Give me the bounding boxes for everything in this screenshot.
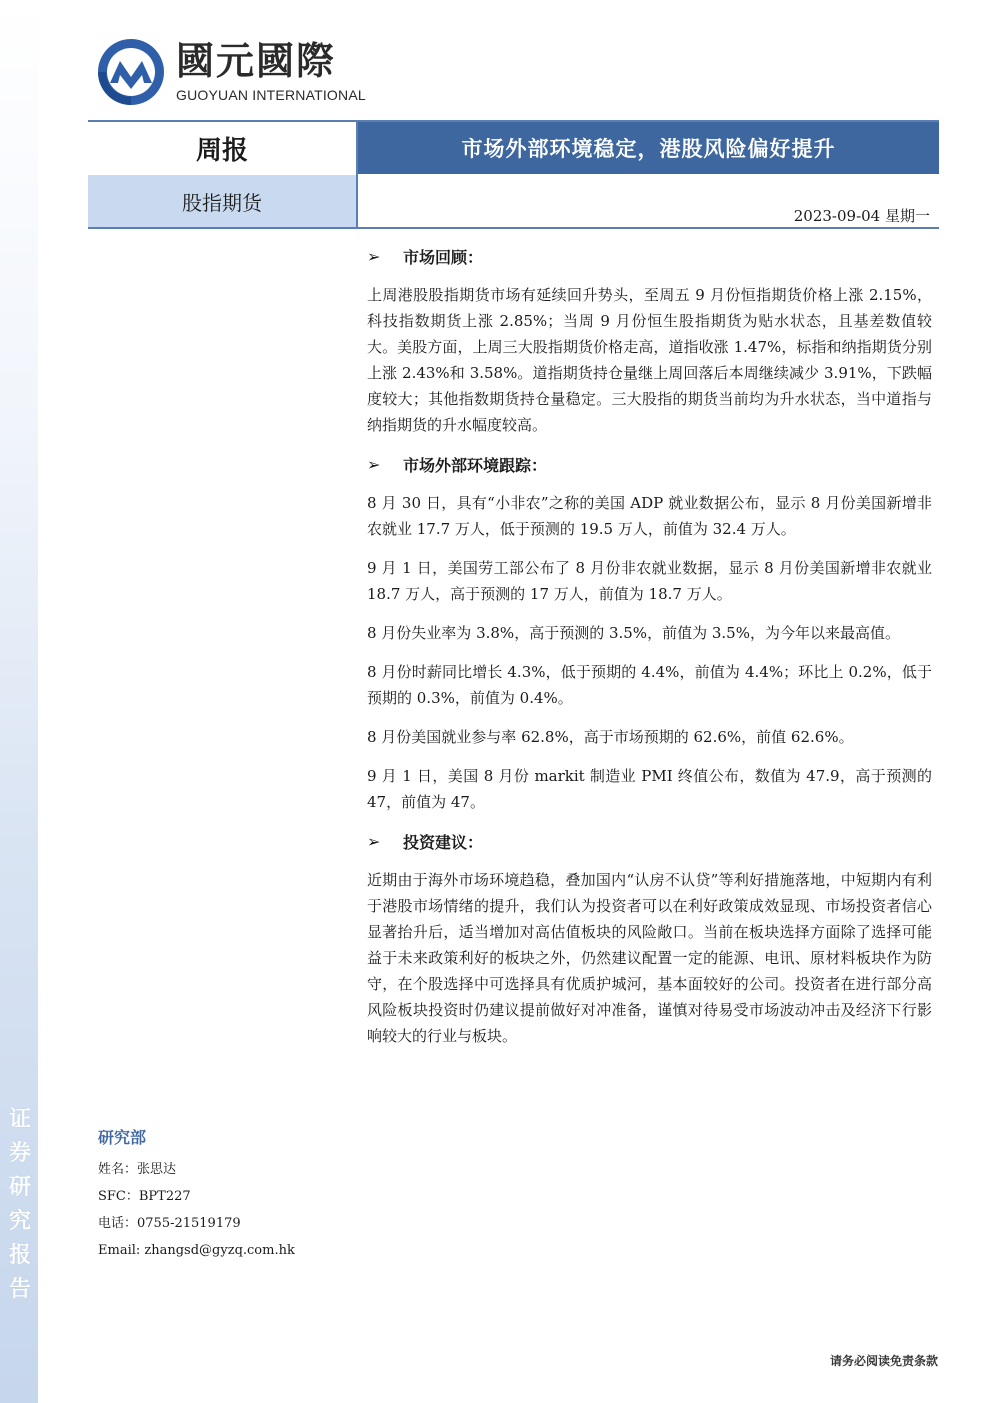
- side-char: 告: [8, 1277, 31, 1302]
- paragraph: 8 月份美国就业参与率 62.8%，高于市场预期的 62.6%，前值 62.6%。: [367, 728, 854, 746]
- logo-en-text: GUOYUAN INTERNATIONAL: [176, 87, 366, 103]
- section-body: [367, 490, 932, 815]
- paragraph: 8 月 30 日，具有“小非农”之称的美国 ADP 就业数据公布，显示 8 月份美国新增非农就业 17.7 万人，低于预测的 19.5 万人，前值为 32.4 万人。: [367, 494, 932, 538]
- paragraph: 8 月份失业率为 3.8%，高于预测的 3.5%，前值为 3.5%，为今年以来最高值。: [367, 624, 900, 642]
- side-char: 研: [8, 1175, 31, 1200]
- researcher-email[interactable]: Email: zhangsd@gyzq.com.hk: [98, 1243, 295, 1258]
- section-heading-text: 市场外部环境跟踪：: [403, 455, 548, 475]
- side-char: 究: [8, 1209, 31, 1234]
- side-label: [4, 1103, 36, 1307]
- side-char: 证: [8, 1107, 31, 1132]
- dept-title: 研究部: [98, 1128, 147, 1147]
- researcher-info: [98, 1126, 338, 1264]
- disclaimer-link[interactable]: 请务必阅读免责条款: [829, 1354, 938, 1368]
- arrow-bullet-icon: ➢: [367, 246, 381, 266]
- researcher-sfc: SFC：BPT227: [98, 1189, 191, 1204]
- arrow-bullet-icon: ➢: [367, 831, 381, 851]
- paragraph: 上周港股股指期货市场有延续回升势头，至周五 9 月份恒指期货价格上涨 2.15%，科技指数期货上涨 2.85%；当周 9 月份恒生股指期货为贴水状态，且基差数值较大。美股方面，上周三大股指期货价格走高，道指收涨 1.47%，标指和纳指期货分别上涨 2.43%和 3.58%。道指期货持仓量继上周回落后本周继续减少 3.91%，下跌幅度较大；其他指数期货持仓量稳定。三大股指的期货当前均为升水状态，当中道指与纳指期货的升水幅度较高。: [367, 286, 932, 434]
- researcher-phone: 电话：0755-21519179: [98, 1216, 241, 1231]
- header-divider: [356, 122, 358, 228]
- report-type: 周报: [195, 135, 248, 166]
- company-logo: [96, 37, 366, 109]
- side-char: 券: [8, 1141, 31, 1166]
- guoyuan-logo-icon: [96, 37, 166, 107]
- report-body: [367, 240, 932, 1049]
- paragraph: 9 月 1 日，美国 8 月份 markit 制造业 PMI 终值公布，数值为 47.9，高于预测的 47，前值为 47。: [367, 767, 932, 811]
- report-title: 市场外部环境稳定，港股风险偏好提升: [358, 122, 939, 174]
- report-date: 2023-09-04 星期一: [793, 207, 930, 225]
- paragraph: 8 月份时薪同比增长 4.3%，低于预期的 4.4%，前值为 4.4%；环比上 0.2%，低于预期的 0.3%，前值为 0.4%。: [367, 663, 932, 707]
- section-heading: [367, 448, 932, 480]
- section-heading: [367, 825, 932, 857]
- header-bottom-rule: [88, 227, 939, 229]
- side-char: 报: [8, 1243, 31, 1268]
- section-heading-text: 市场回顾：: [403, 247, 484, 267]
- logo-cn-text: 國元國際: [176, 39, 337, 83]
- arrow-bullet-icon: ➢: [367, 454, 381, 474]
- section-heading: [367, 240, 932, 272]
- researcher-name: 姓名：张思达: [98, 1162, 177, 1177]
- paragraph: 近期由于海外市场环境趋稳，叠加国内“认房不认贷”等利好措施落地，中短期内有利于港股市场情绪的提升，我们认为投资者可以在利好政策成效显现、市场投资者信心显著抬升后，适当增加对高估值板块的风险敞口。当前在板块选择方面除了选择可能益于未来政策利好的板块之外，仍然建议配置一定的能源、电讯、原材料板块作为防守，在个股选择中可选择具有优质护城河，基本面较好的公司。投资者在进行部分高风险板块投资时仍建议提前做好对冲准备，谨慎对待易受市场波动冲击及经济下行影响较大的行业与板块。: [367, 871, 932, 1045]
- section-heading-text: 投资建议：: [403, 832, 484, 852]
- paragraph: 9 月 1 日，美国劳工部公布了 8 月份非农就业数据，显示 8 月份美国新增非农就业 18.7 万人，高于预测的 17 万人，前值为 18.7 万人。: [367, 559, 932, 603]
- report-category: 股指期货: [88, 175, 356, 227]
